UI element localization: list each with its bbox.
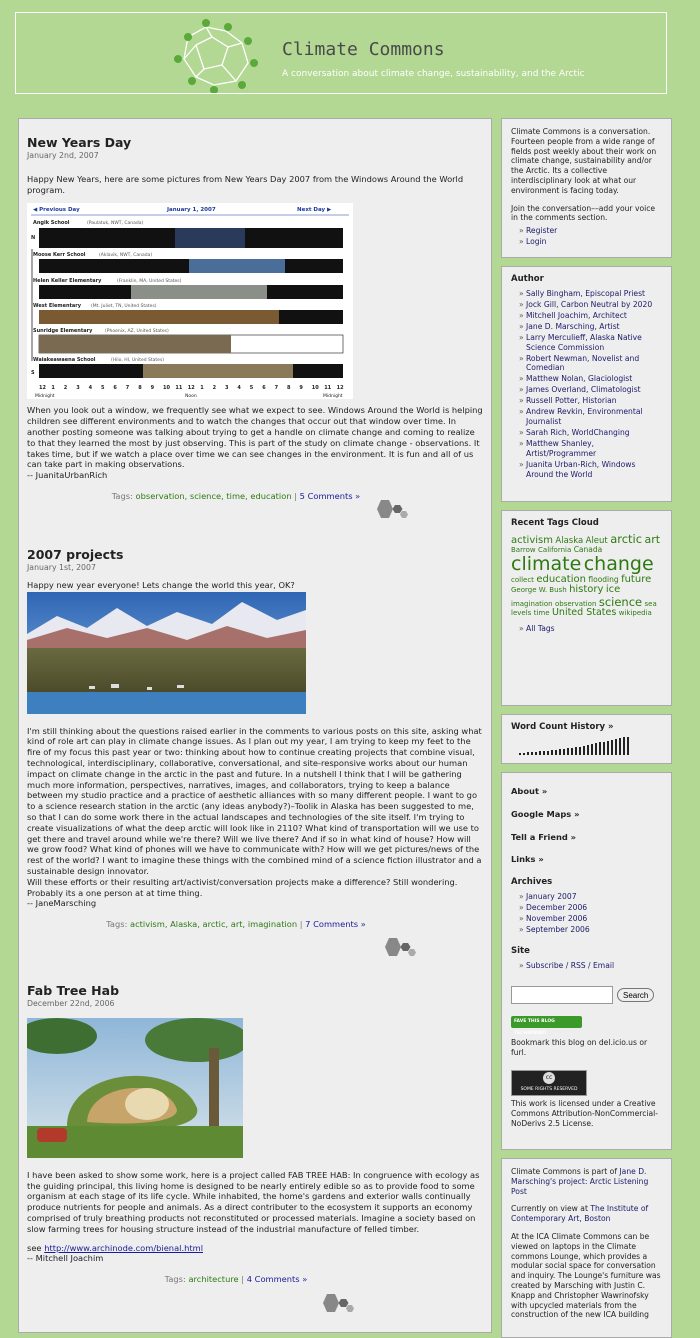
site-heading: Site [511, 945, 530, 956]
archive-link[interactable]: » September 2006 [519, 925, 662, 935]
see-label: see [27, 1242, 42, 1253]
midnight-left-label: Midnight [35, 394, 55, 400]
north-label: N [31, 235, 36, 242]
school-name: Helen Keller Elementary [33, 278, 102, 285]
hour-label: 10 [311, 385, 319, 392]
hour-label: 6 [262, 385, 266, 392]
comments-link[interactable]: 7 Comments » [305, 919, 366, 930]
main-content [18, 118, 492, 1333]
search-form [511, 986, 662, 1004]
post-signature: -- Mitchell Joachim [27, 1253, 104, 1264]
author-link[interactable]: » Larry Merculieff, Alaska Native Science Commission [519, 333, 662, 353]
site-title[interactable]: Climate Commons [282, 39, 445, 60]
google-maps-link[interactable]: Google Maps » [511, 808, 580, 819]
tag-links[interactable]: observation, science, time, education [135, 490, 292, 501]
hour-label: 7 [125, 385, 130, 392]
school-name: West Elementary [33, 303, 82, 310]
arctic-listening-post-link[interactable]: Jane D. Marsching's project: Arctic Listening Post [511, 1167, 649, 1196]
tag-cloud-link[interactable]: George W. Bush [511, 586, 567, 595]
tag-cloud-link[interactable]: history [569, 584, 604, 596]
hour-label: 9 [150, 385, 155, 392]
comments-link[interactable]: 4 Comments » [246, 1274, 308, 1285]
post-date: December 22nd, 2006 [27, 999, 115, 1008]
tag-cloud-link[interactable]: Barrow [511, 546, 536, 555]
hour-label: 7 [274, 385, 279, 392]
hour-label: 5 [249, 385, 254, 392]
nav-box [501, 772, 672, 1150]
hour-label: 12 [187, 385, 195, 392]
school-place: (Hilo, HI, United States) [111, 358, 165, 364]
climate-commons-logo[interactable] [166, 17, 266, 93]
author-link[interactable]: » Sally Bingham, Episcopal Priest [519, 289, 662, 299]
post-title[interactable]: Fab Tree Hab [27, 983, 120, 998]
login-link[interactable]: » Login [519, 237, 662, 247]
hour-label: 12 [39, 385, 46, 392]
tag-cloud [511, 533, 662, 618]
hour-label: 4 [88, 385, 93, 392]
hour-label: 9 [299, 385, 303, 392]
school-name: Sunridge Elementary [33, 328, 93, 335]
hour-label: 3 [76, 385, 80, 392]
fab-tree-hab-render [27, 1018, 243, 1158]
author-link[interactable]: » Juanita Urban-Rich, Windows Around the World [519, 460, 662, 480]
tags-label: Tags: [106, 919, 128, 930]
author-link[interactable]: » Sarah Rich, WorldChanging [519, 428, 662, 438]
post-new-years-day [27, 135, 485, 502]
hour-label: 8 [287, 385, 291, 392]
technorati-badge[interactable]: FAVE THIS BLOG TECHNORATI [511, 1016, 582, 1028]
post-title[interactable]: 2007 projects [27, 547, 124, 562]
register-link[interactable]: » Register [519, 226, 662, 236]
archive-link[interactable]: » December 2006 [519, 903, 662, 913]
post-title[interactable]: New Years Day [27, 135, 132, 150]
author-link[interactable]: » Andrew Revkin, Environmental Journalist [519, 407, 662, 427]
post-signature: -- JuanitaUrbanRich [27, 470, 108, 481]
join-text: Join the conversation––add your voice in the comments section. [511, 203, 656, 223]
author-link[interactable]: » Matthew Shanley, Artist/Programmer [519, 439, 662, 459]
school-name: Angik School [33, 220, 70, 227]
school-name: Moose Kerr School [33, 252, 86, 259]
noon-label: Noon [185, 394, 197, 400]
tag-cloud-link[interactable]: science [598, 594, 643, 609]
post-tags: Tags: activism, Alaska, arctic, art, imagination | 7 Comments » [106, 919, 366, 930]
midnight-right-label: Midnight [323, 394, 343, 400]
hour-label: 3 [225, 385, 229, 392]
tag-cloud-link[interactable]: education [536, 573, 586, 585]
tag-cloud-link[interactable]: activism [511, 534, 553, 546]
author-link[interactable]: » Mitchell Joachim, Architect [519, 311, 662, 321]
license-text: This work is licensed under a Creative Commons Attribution-NonCommercial-NoDerivs 2.5 License. [511, 1098, 659, 1128]
ica-text: At the ICA Climate Commons can be viewed on laptops in the Climate commons Lounge, which provides a modular social space for conversation and inquiry. The Lounge's furniture was created by Marsching with Justin C. Knapp and Christopher Wawrinofsky with upcycled materials from the construction of the new ICA building [511, 1231, 661, 1320]
hexagon-share-icon[interactable] [383, 935, 421, 959]
cc-badge-text: SOME RIGHTS RESERVED [520, 1086, 578, 1092]
archinode-link[interactable]: http://www.archinode.com/bienal.html [44, 1242, 203, 1253]
tags-label: Tags: [164, 1274, 186, 1285]
project-box [501, 1158, 672, 1338]
author-link[interactable]: » Jane D. Marsching, Artist [519, 322, 662, 332]
hour-label: 6 [113, 385, 117, 392]
hour-label: 12 [336, 385, 344, 392]
hour-label: 8 [138, 385, 142, 392]
post-tags: Tags: architecture | 4 Comments » [164, 1274, 308, 1285]
archive-link[interactable]: » November 2006 [519, 914, 662, 924]
post-2007-projects [27, 547, 485, 930]
windows-around-world-figure [27, 203, 353, 399]
author-link[interactable]: » Robert Newman, Novelist and Comedian [519, 354, 662, 374]
author-link[interactable]: » Matthew Nolan, Glaciologist [519, 374, 662, 384]
word-count-sparkline [519, 737, 637, 755]
tag-cloud-link[interactable]: observation [555, 599, 597, 608]
school-place: (Paulatuk, NWT, Canada) [87, 221, 144, 227]
hour-label: 1 [51, 385, 55, 392]
see-line [27, 1243, 485, 1254]
previous-day-link[interactable]: ◀ Previous Day [33, 207, 80, 214]
post-fab-tree-hab [27, 983, 485, 1285]
author-list [511, 289, 662, 480]
tag-cloud-link[interactable]: wikipedia [618, 608, 652, 617]
subscribe-links[interactable]: » Subscribe / RSS / Email [519, 961, 662, 971]
hexagon-share-icon[interactable] [375, 497, 413, 521]
tag-cloud-link[interactable]: flooding [588, 574, 619, 584]
next-day-link[interactable]: Next Day ▶ [297, 207, 332, 214]
post-body-continued: Will these efforts or their resulting art/activist/conversation projects make a difference? Still wondering. Probably its a one person at at time thing. [27, 876, 458, 898]
tag-cloud-link[interactable]: United States [551, 606, 617, 618]
author-link[interactable]: » Russell Potter, Historian [519, 396, 662, 406]
south-label: S [31, 370, 35, 377]
post-intro: Happy New Years, here are some pictures from New Years Day 2007 from the Windows Around the World program. [27, 173, 464, 195]
post-date: January 1st, 2007 [27, 563, 96, 572]
figure-date: January 1, 2007 [167, 207, 216, 214]
word-count-box [501, 714, 672, 764]
post-date: January 2nd, 2007 [27, 151, 99, 160]
tag-links[interactable]: architecture [188, 1274, 239, 1285]
about-text: Climate Commons is a conversation. Fourteen people from a wide range of fields post weekly about their work on climate change, sustainability and/or the Arctic. Its a collective interdisciplinary look at what our environment is facing today. [511, 127, 657, 195]
post-intro: Happy new year everyone! Lets change the world this year, OK? [27, 579, 295, 590]
ica-link[interactable]: The Institute of Contemporary Art, Boston [511, 1204, 649, 1224]
school-place: (Mt. Juliet, TN, United States) [91, 304, 157, 310]
hour-label: 11 [324, 385, 332, 392]
hour-label: 2 [212, 385, 217, 392]
hour-label: 1 [200, 385, 204, 392]
post-tags: Tags: observation, science, time, education | 5 Comments » [111, 490, 361, 501]
site-tagline: A conversation about climate change, sustainability, and the Arctic [282, 69, 585, 79]
archive-link[interactable]: » January 2007 [519, 892, 662, 902]
tags-cloud-heading: Recent Tags Cloud [511, 518, 599, 528]
author-link[interactable]: » Jock Gill, Carbon Neutral by 2020 [519, 300, 662, 310]
tag-links[interactable]: activism, Alaska, arctic, art, imagination [130, 919, 298, 930]
tags-label: Tags: [111, 490, 133, 501]
tag-cloud-link[interactable]: future [621, 573, 652, 585]
currently-text [511, 1204, 662, 1224]
bookmark-text: Bookmark this blog on del.icio.us or furl. [511, 1038, 648, 1058]
tag-cloud-link[interactable]: climate [511, 552, 582, 575]
hour-label: 2 [63, 385, 68, 392]
hour-label: 11 [175, 385, 183, 392]
hour-label: 4 [237, 385, 241, 392]
tag-cloud-link[interactable]: ice [605, 584, 621, 596]
hour-label: 5 [101, 385, 105, 392]
school-place: (Phoenix, AZ, United States) [105, 329, 169, 335]
word-count-link[interactable]: Word Count History » [511, 722, 614, 732]
search-button[interactable]: Search [617, 988, 654, 1002]
tell-a-friend-link[interactable]: Tell a Friend » [511, 831, 577, 842]
creative-commons-badge[interactable] [511, 1070, 587, 1096]
part-of-text [511, 1167, 662, 1196]
about-link[interactable]: About » [511, 786, 548, 796]
comments-link[interactable]: 5 Comments » [299, 490, 361, 501]
search-input[interactable] [511, 986, 613, 1004]
tag-cloud-link[interactable]: art [644, 532, 661, 546]
tag-cloud-link[interactable]: time [533, 608, 550, 617]
author-box [501, 266, 672, 502]
tag-cloud-link[interactable]: sea levels [511, 599, 657, 617]
post-body: When you look out a window, we frequently see what we expect to see. Windows Around the World is helping children see different environments and to watch the changes that occur out that window over time. In another posting someone was talking about trying to get a handle on climate change and coming to realize to that they learned the most by just observing. This is part of the study on climate change - observations. It takes time, but if we watch a place over time we can see changes in the environment. It is fun and all of us can take part in making observations. [27, 405, 483, 470]
post-body: I have been asked to show some work, here is a project called FAB TREE HAB: In congruence with ecology as the guiding principal, this living home is designed to be nearly entirely edible so as to provide food to some organism at each stage of its life cycle. While inhabited, the home's gardens and exterior walls continually produce nutrients for people and animals. As a direct contributer to the ecosystem it supports an economy comprised of truly breathing products not reconstituted or processed materials. Imagine a society based on slow farming trees for housing structure instead of the industrial manufacture of felled timber. [27, 1169, 480, 1234]
author-heading: Author [511, 274, 544, 284]
post-signature: -- JaneMarsching [27, 898, 97, 909]
hexagon-share-icon[interactable] [321, 1291, 359, 1315]
tag-cloud-link[interactable]: Alaska [555, 535, 584, 546]
tag-cloud-link[interactable]: collect [511, 575, 534, 584]
part-of-prefix: Climate Commons is part of [511, 1167, 617, 1176]
school-place: (Franklin, MA, United States) [117, 279, 182, 285]
hour-label: 10 [163, 385, 170, 392]
tag-cloud-link[interactable]: change [583, 552, 654, 575]
all-tags-link[interactable]: » All Tags [519, 624, 662, 634]
archive-list [511, 892, 662, 935]
tag-cloud-link[interactable]: Aleut [585, 535, 608, 546]
tags-cloud-box [501, 510, 672, 706]
site-header [15, 12, 667, 94]
archives-heading: Archives [511, 877, 553, 888]
links-link[interactable]: Links » [511, 854, 544, 865]
about-box [501, 118, 672, 258]
author-link[interactable]: » James Overland, Climatologist [519, 385, 662, 395]
tag-cloud-link[interactable]: arctic [610, 531, 643, 546]
arctic-landscape-photo [27, 592, 306, 714]
currently-prefix: Currently on view at [511, 1204, 588, 1214]
tag-cloud-link[interactable]: imagination [511, 599, 553, 608]
school-place: (Aklavik, NWT, Canada) [99, 253, 153, 259]
school-name: Waiakeawaena School [33, 357, 96, 364]
tag-cloud-link[interactable]: California [538, 546, 572, 555]
cc-icon: cc [543, 1072, 555, 1084]
post-body: I'm still thinking about the questions raised earlier in the comments to various posts on this site, asking what kind of role art can play in climate change issues. As I plan out my year, I am trying to keep my feet to the fire of my focus this past year or two: thinking about how to continue creating projects that combine visual, technological, interdisciplinary, collaborative, conversational, and site-responsive works about our human impact on climate change in the arctic in the past and future. In a nutshell I think that I will be gathering much more information, perspectives, narratives, images, and collaborators, trying to keep a balance between my studio practice and a practice of aesthetic alliances with so many different people. I want to go to a science research station in the arctic (any ideas anybody?)–Toolik in Alaska has been suggested to me, so that I can do some work there in the actual landscapes and technologies of the site itself. I'm trying to create visualizations of what the deep arctic will look like in 2110? What kind of transportation will we use to get there and travel around while we're there? Will we live there? And if so in what kind of house? How will we grow food? What kind of phones will we have to communicate with? How will we get pictures/news of the rest of the world? I want to imagine these things with the combined mind of a science fiction illustrator and a sustainable design innovator. [27, 725, 482, 876]
tag-cloud-link[interactable]: Canada [573, 545, 603, 555]
